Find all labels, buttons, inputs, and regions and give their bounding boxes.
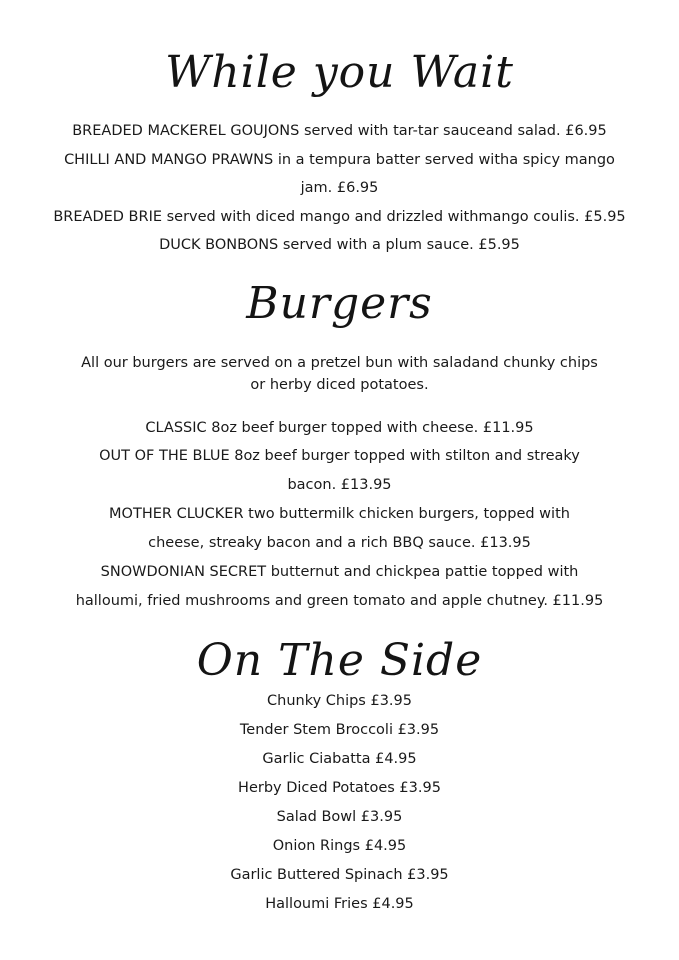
menu-line: DUCK BONBONS served with a plum sauce. £5.95	[159, 237, 520, 253]
side-item: Garlic Buttered Spinach £3.95	[230, 867, 449, 883]
burgers-intro-line: or herby diced potatoes.	[250, 377, 429, 393]
menu-line: OUT OF THE BLUE 8oz beef burger topped with stilton and streaky	[99, 448, 580, 464]
side-item: Tender Stem Broccoli £3.95	[239, 722, 440, 738]
menu-line: BREADED MACKEREL GOUJONS served with tar-tar sauceand salad. £6.95	[72, 123, 607, 139]
side-item: Halloumi Fries £4.95	[265, 896, 414, 912]
burgers-intro-line: All our burgers are served on a pretzel bun with saladand chunky chips	[81, 355, 598, 371]
menu-line: SNOWDONIAN SECRET butternut and chickpea pattie topped with	[100, 564, 579, 580]
menu-line: jam. £6.95	[300, 180, 379, 196]
menu-line: cheese, streaky bacon and a rich BBQ sauce. £13.95	[148, 535, 531, 551]
menu-line: MOTHER CLUCKER two buttermilk chicken burgers, topped with	[109, 506, 570, 522]
side-item: Chunky Chips £3.95	[267, 693, 412, 709]
menu-line: bacon. £13.95	[287, 477, 392, 493]
menu-line: CHILLI AND MANGO PRAWNS in a tempura batter served witha spicy mango	[64, 152, 615, 168]
section-title-burgers: Burgers	[246, 278, 433, 329]
menu-line: halloumi, fried mushrooms and green tomato and apple chutney. £11.95	[75, 593, 604, 609]
section-title-on-the-side: On The Side	[196, 635, 483, 686]
side-item: Herby Diced Potatoes £3.95	[238, 780, 441, 796]
section-title-while-you-wait: While you Wait	[165, 47, 514, 98]
side-item: Salad Bowl £3.95	[276, 809, 403, 825]
menu-line: CLASSIC 8oz beef burger topped with cheese. £11.95	[145, 420, 534, 436]
side-item: Garlic Ciabatta £4.95	[262, 751, 417, 767]
menu-line: BREADED BRIE served with diced mango and drizzled withmango coulis. £5.95	[53, 209, 626, 225]
side-item: Onion Rings £4.95	[272, 838, 407, 854]
